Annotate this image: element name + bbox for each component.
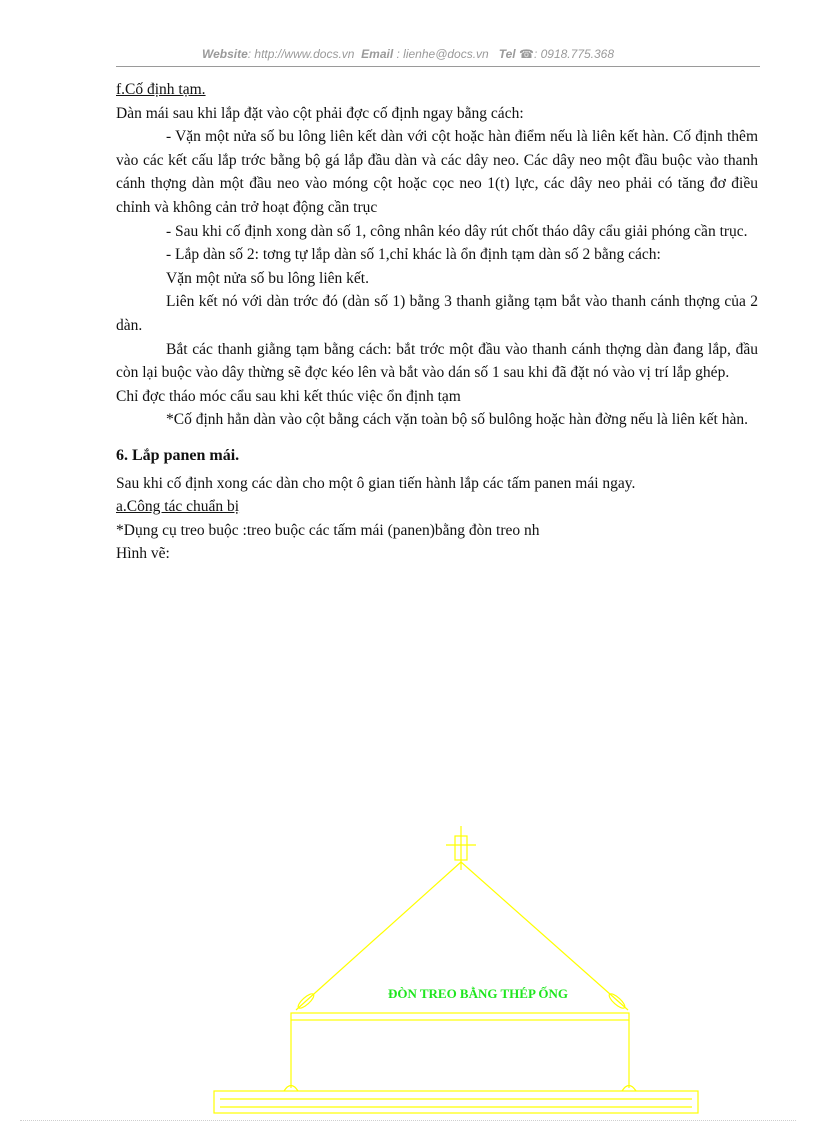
paragraph-12: Hình vẽ:: [116, 545, 170, 563]
figure-label: ĐÒN TREO BẰNG THÉP ỐNG: [387, 986, 569, 1001]
tel-value: ☎: 0918.775.368: [519, 47, 615, 61]
roof-panel: [214, 1091, 698, 1113]
website-value: : http://www.docs.vn: [247, 47, 355, 61]
paragraph-10: Sau khi cố định xong các dàn cho một ô gian tiến hành lắp các tấm panen mái ngay.: [116, 474, 636, 492]
figure-lines: [214, 826, 698, 1113]
section-f-title: f.Cố định tạm.: [116, 81, 206, 98]
paragraph-6: Liên kết nó với dàn trớc đó (dàn số 1) bằng 3 thanh giằng tạm bắt vào thanh cánh thợng của 2 dàn.: [116, 293, 758, 334]
paragraph-7: Bắt các thanh giằng tạm bằng cách: bắt trớc một đầu vào thanh cánh thợng dàn đang lắp, đầu còn lại buộc vào dây thừng sẽ đợc kéo lên và bắt vào dán số 1 sau khi đã đặt nó vào vị trí lắp ghép.: [116, 340, 758, 382]
pipe-beam: [291, 1013, 629, 1020]
paragraph-9: *Cố định hẳn dàn vào cột bằng cách vặn toàn bộ số bulông hoặc hàn đờng nếu là liên kết hàn.: [166, 411, 748, 429]
paragraph-8: Chỉ đợc tháo móc cẩu sau khi kết thúc việc ổn định tạm: [116, 387, 461, 405]
paragraph-4: - Lắp dàn số 2: tơng tự lắp dàn số 1,chỉ khác là ổn định tạm dàn số 2 bằng cách:: [166, 246, 661, 264]
paragraph-1: Dàn mái sau khi lắp đặt vào cột phải đợc cố định ngay bằng cách:: [116, 104, 524, 122]
email-label: Email: [361, 47, 394, 61]
footer-divider: [20, 1120, 796, 1121]
paragraph-2: - Vặn một nửa số bu lông liên kết dàn với cột hoặc hàn điểm nếu là liên kết hàn. Cố định thêm vào các kết cấu lắp trớc bằng bộ gá lắp đầu dàn và các dây neo. Các dây neo một đầu buộc vào thanh cánh thợng dàn một đầu neo vào móng cột hoặc cọc neo 1(t) lực, các dây neo phải có tăng đơ điều chỉnh và không cản trở hoạt động cần trục: [116, 128, 758, 216]
paragraph-3: - Sau khi cố định xong dàn số 1, công nhân kéo dây rút chốt tháo dây cẩu giải phóng cần trục.: [166, 222, 748, 240]
email-value: : lienhe@docs.vn: [396, 47, 489, 61]
section-a-title: a.Công tác chuẩn bị: [116, 498, 240, 516]
section-6-title: 6. Lắp panen mái.: [116, 446, 240, 464]
website-label: Website: [201, 47, 248, 61]
paragraph-11: *Dụng cụ treo buộc :treo buộc các tấm mái (panen)bằng đòn treo nh: [116, 521, 540, 539]
tel-label: Tel: [498, 47, 516, 61]
paragraph-5: Vặn một nửa số bu lông liên kết.: [166, 269, 369, 287]
